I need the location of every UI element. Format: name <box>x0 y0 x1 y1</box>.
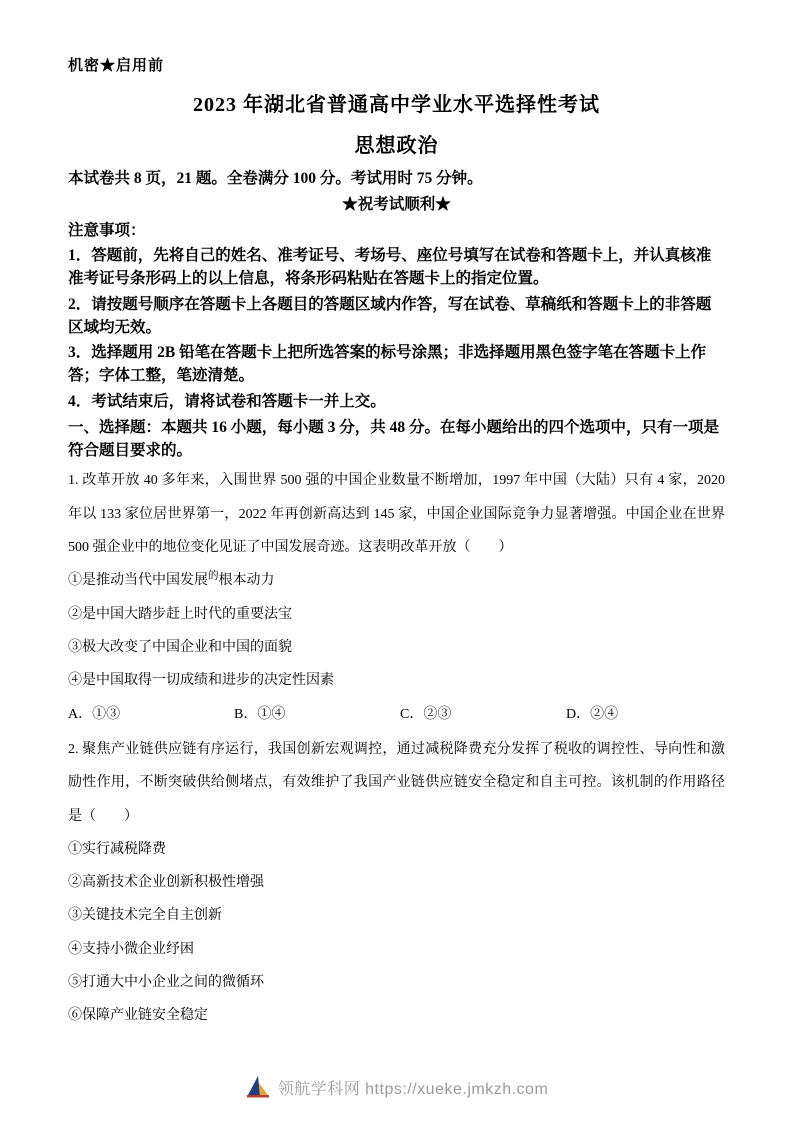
question-2 <box>68 733 725 1033</box>
choice-d: D．②④ <box>566 706 619 722</box>
option-text-post: 根本动力 <box>218 573 275 589</box>
site-logo-icon <box>245 1074 271 1100</box>
question-1-option-1 <box>68 564 725 597</box>
option-text-superscript: 的 <box>208 570 219 582</box>
section-title: 一、选择题：本题共 16 小题，每小题 3 分，共 48 分。在每小题给出的四个选项中，只有一项是符合题目要求的。 <box>68 418 720 459</box>
question-1-stem: 1. 改革开放 40 多年来，入围世界 500 强的中国企业数量不断增加，1997 年中国（大陆）只有 4 家，2020 年以 133 家位居世界第一，2022 年再创新高达到 145 家，中国企业国际竞争力显著增强。中国企业在世界 500 强企业中的地位变化见证了中国发展奇迹。这表明改革开放（ ） <box>68 473 725 555</box>
confidential-notice: 机密★启用前 <box>68 58 165 74</box>
question-2-option-1: ①实行减税降费 <box>68 841 166 857</box>
question-1-option-3: ③极大改变了中国企业和中国的面貌 <box>68 639 292 655</box>
notice-item-1: 1．答题前，先将自己的姓名、准考证号、考场号、座位号填写在试卷和答题卡上，并认真核准准考证号条形码上的以上信息，将条形码粘贴在答题卡上的指定位置。 <box>68 247 712 288</box>
exam-title: 2023 年湖北省普通高中学业水平选择性考试 <box>193 94 600 116</box>
question-2-option-6: ⑥保障产业链安全稳定 <box>68 1008 208 1024</box>
notice-item-4: 4．考试结束后，请将试卷和答题卡一并上交。 <box>68 393 386 411</box>
question-1 <box>68 464 725 731</box>
exam-wish: ★祝考试顺利★ <box>342 195 451 213</box>
notices-section <box>68 220 725 414</box>
page-footer <box>0 1074 793 1100</box>
notice-item-2: 2．请按题号顺序在答题卡上各题目的答题区域内作答，写在试卷、草稿纸和答题卡上的非答题区域均无效。 <box>68 295 712 336</box>
question-1-answer-choices <box>68 698 725 731</box>
question-2-option-5: ⑤打通大中小企业之间的微循环 <box>68 975 264 991</box>
option-text-pre: ①是推动当代中国发展 <box>68 573 208 589</box>
footer-watermark-text: 领航学科网 https://xueke.jmkzh.com <box>277 1080 549 1098</box>
exam-subject-title: 思想政治 <box>354 135 439 157</box>
choice-c: C．②③ <box>400 706 452 722</box>
question-2-option-2: ②高新技术企业创新积极性增强 <box>68 875 264 891</box>
question-1-option-4: ④是中国取得一切成绩和进步的决定性因素 <box>68 673 334 689</box>
choice-a: A．①③ <box>68 706 121 722</box>
choice-b: B．①④ <box>234 706 286 722</box>
question-2-stem: 2. 聚焦产业链供应链有序运行，我国创新宏观调控，通过减税降费充分发挥了税收的调控性、导向性和激励性作用，不断突破供给侧堵点，有效维护了我国产业链供应链安全稳定和自主可控。该机制的作用路径是（ ） <box>68 741 725 824</box>
exam-info-line: 本试卷共 8 页，21 题。全卷满分 100 分。考试用时 75 分钟。 <box>68 170 483 187</box>
notices-title: 注意事项： <box>68 221 146 239</box>
question-1-option-2: ②是中国大踏步赶上时代的重要法宝 <box>68 606 292 622</box>
question-2-option-3: ③关键技术完全自主创新 <box>68 908 222 924</box>
question-2-option-4: ④支持小微企业纾困 <box>68 941 194 957</box>
notice-item-3: 3．选择题用 2B 铅笔在答题卡上把所选答案的标号涂黑；非选择题用黑色签字笔在答题卡上作答；字体工整，笔迹清楚。 <box>68 344 707 385</box>
